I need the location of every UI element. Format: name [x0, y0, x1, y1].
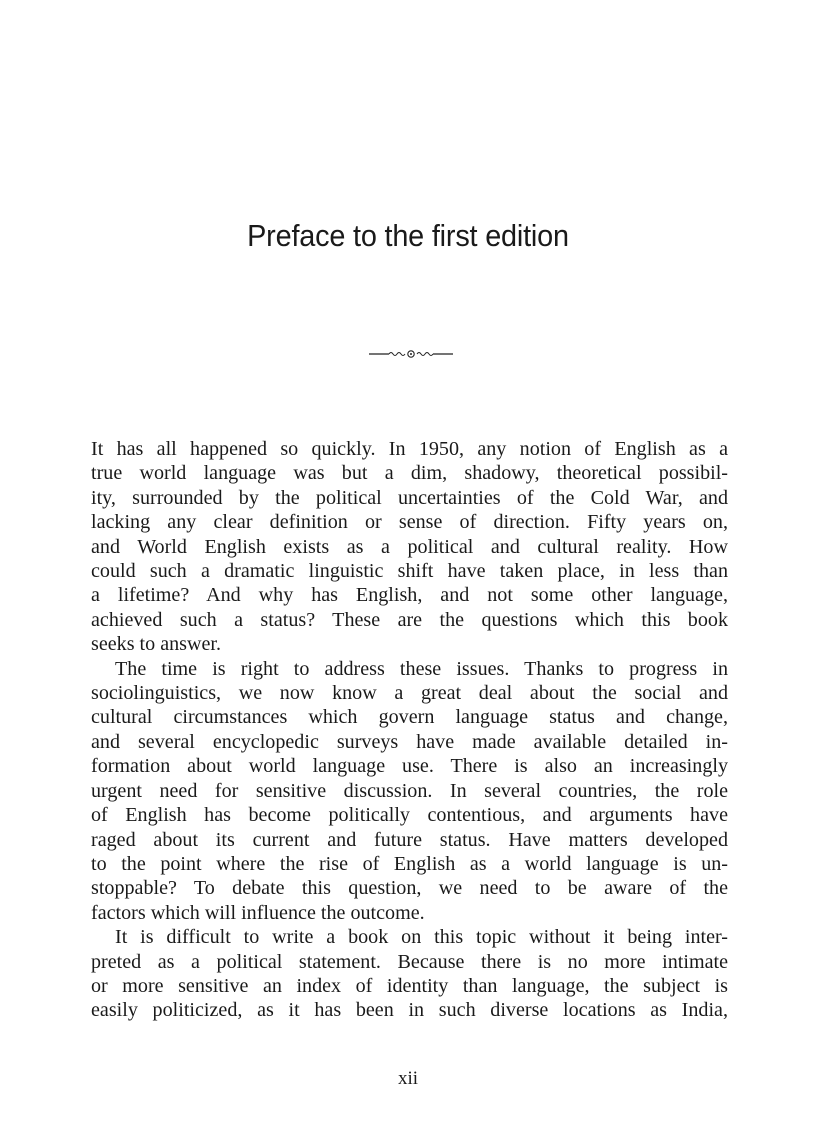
text-line: It is difficult to write a book on this topic without it being inter- [115, 926, 728, 949]
text-line: lacking any clear definition or sense of direction. Fifty years on, [91, 511, 728, 534]
text-line: sociolinguistics, we now know a great deal about the social and [91, 682, 728, 705]
page-title: Preface to the first edition [247, 218, 569, 253]
page-number: xii [397, 1068, 419, 1089]
text-line: preted as a political statement. Because there is no more intimate [91, 950, 728, 973]
text-line: factors which will influence the outcome. [91, 901, 425, 924]
text-line: a lifetime? And why has English, and not some other language, [91, 584, 728, 607]
text-line: or more sensitive an index of identity than language, the subject is [91, 974, 728, 997]
text-line: ity, surrounded by the political uncertainties of the Cold War, and [91, 486, 728, 509]
preface-body [91, 437, 728, 1023]
text-line: of English has become politically contentious, and arguments have [91, 804, 728, 827]
paragraph-2 [91, 657, 728, 925]
text-line: cultural circumstances which govern language status and change, [91, 706, 728, 729]
text-line: urgent need for sensitive discussion. In several countries, the role [91, 779, 728, 802]
paragraph-3 [91, 925, 728, 1023]
text-line: stoppable? To debate this question, we need to be aware of the [91, 877, 728, 900]
ornament-divider [369, 349, 453, 359]
text-line: It has all happened so quickly. In 1950, any notion of English as a [91, 438, 728, 460]
text-line: formation about world language use. There is also an increasingly [91, 755, 728, 778]
text-line: true world language was but a dim, shadowy, theoretical possibil- [91, 462, 728, 485]
text-line: raged about its current and future status. Have matters developed [91, 828, 728, 851]
text-line: and World English exists as a political and cultural reality. How [91, 535, 728, 558]
text-line: seeks to answer. [91, 633, 222, 656]
paragraph-1 [91, 437, 728, 657]
text-line: easily politicized, as it has been in such diverse locations as India, [91, 999, 728, 1022]
text-line: could such a dramatic linguistic shift have taken place, in less than [91, 560, 728, 583]
text-line: and several encyclopedic surveys have made available detailed in- [91, 730, 728, 753]
text-line: achieved such a status? These are the questions which this book [91, 608, 728, 631]
text-line: to the point where the rise of English as a world language is un- [91, 852, 728, 875]
text-line: The time is right to address these issues. Thanks to progress in [115, 657, 728, 680]
